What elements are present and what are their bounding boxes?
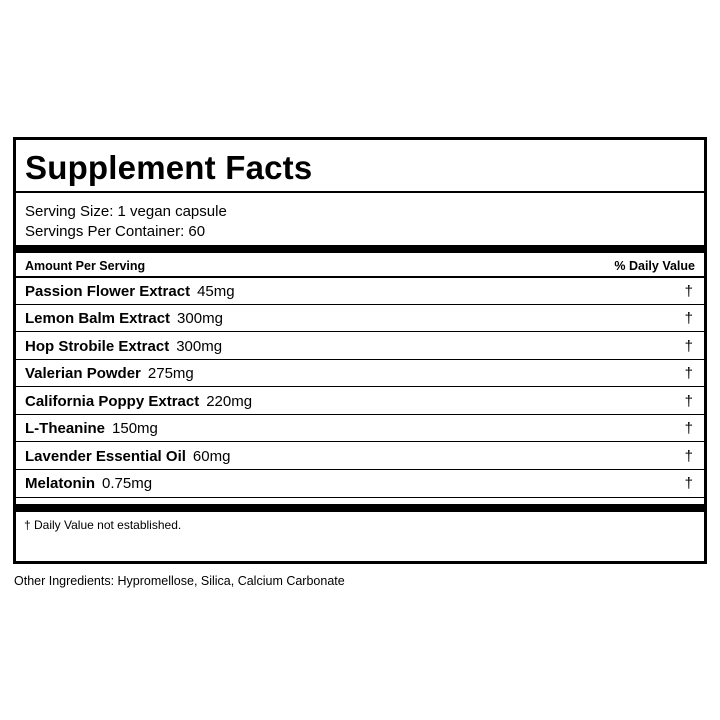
- divider-row: [16, 331, 704, 332]
- amount-per-serving-header: Amount Per Serving: [25, 259, 146, 273]
- panel-title: Supplement Facts: [25, 149, 313, 186]
- ingredient-amount: 220mg: [206, 393, 253, 410]
- daily-value: †: [684, 283, 693, 300]
- daily-value: †: [684, 365, 693, 382]
- ingredient-amount: 60mg: [192, 448, 231, 465]
- daily-value: †: [684, 420, 693, 437]
- ingredient-row: [25, 444, 695, 470]
- ingredient-amount: 0.75mg: [102, 475, 153, 492]
- ingredient-row: [25, 416, 695, 442]
- ingredient-amount: 150mg: [112, 420, 158, 437]
- servings-per-container: Servings Per Container: 60: [25, 223, 206, 240]
- daily-value: †: [684, 310, 693, 327]
- ingredient-name: Passion Flower Extract: [25, 283, 191, 300]
- ingredient-row: [25, 334, 695, 360]
- ingredient-name: L-Theanine: [25, 420, 106, 437]
- ingredient-row: [25, 471, 695, 497]
- daily-value-header: % Daily Value: [614, 259, 695, 273]
- ingredient-row: [25, 389, 695, 415]
- ingredient-name: Hop Strobile Extract: [25, 338, 170, 355]
- divider-row: [16, 414, 704, 415]
- ingredient-row: [25, 361, 695, 387]
- supplement-facts-panel: [13, 137, 707, 564]
- ingredient-amount: 300mg: [176, 338, 223, 355]
- daily-value: †: [684, 393, 693, 410]
- divider-thick: [16, 245, 704, 253]
- ingredient-name: Lemon Balm Extract: [25, 310, 171, 327]
- divider-row: [16, 304, 704, 305]
- divider-row: [16, 469, 704, 470]
- ingredient-row: [25, 306, 695, 332]
- column-header-row: [25, 255, 695, 277]
- ingredient-name: Valerian Powder: [25, 365, 141, 382]
- ingredient-name: Lavender Essential Oil: [25, 448, 186, 465]
- divider-row: [16, 497, 704, 498]
- serving-size: Serving Size: 1 vegan capsule: [25, 203, 227, 220]
- divider-row: [16, 441, 704, 442]
- ingredient-amount: 45mg: [197, 283, 235, 300]
- divider-thick: [16, 504, 704, 512]
- serving-info: [25, 202, 227, 242]
- divider-row: [16, 386, 704, 387]
- ingredient-name: Melatonin: [25, 475, 95, 492]
- ingredient-amount: 275mg: [147, 365, 194, 382]
- daily-value: †: [684, 475, 693, 492]
- ingredient-name: California Poppy Extract: [25, 393, 200, 410]
- other-ingredients: Other Ingredients: Hypromellose, Silica, Calcium Carbonate: [14, 574, 345, 588]
- divider-thin: [16, 276, 704, 278]
- footnote: † Daily Value not established.: [24, 518, 182, 532]
- ingredient-row: [25, 279, 695, 305]
- divider-row: [16, 359, 704, 360]
- daily-value: †: [684, 338, 693, 355]
- daily-value: †: [684, 448, 693, 465]
- divider-thin: [16, 191, 704, 193]
- ingredient-amount: 300mg: [177, 310, 223, 327]
